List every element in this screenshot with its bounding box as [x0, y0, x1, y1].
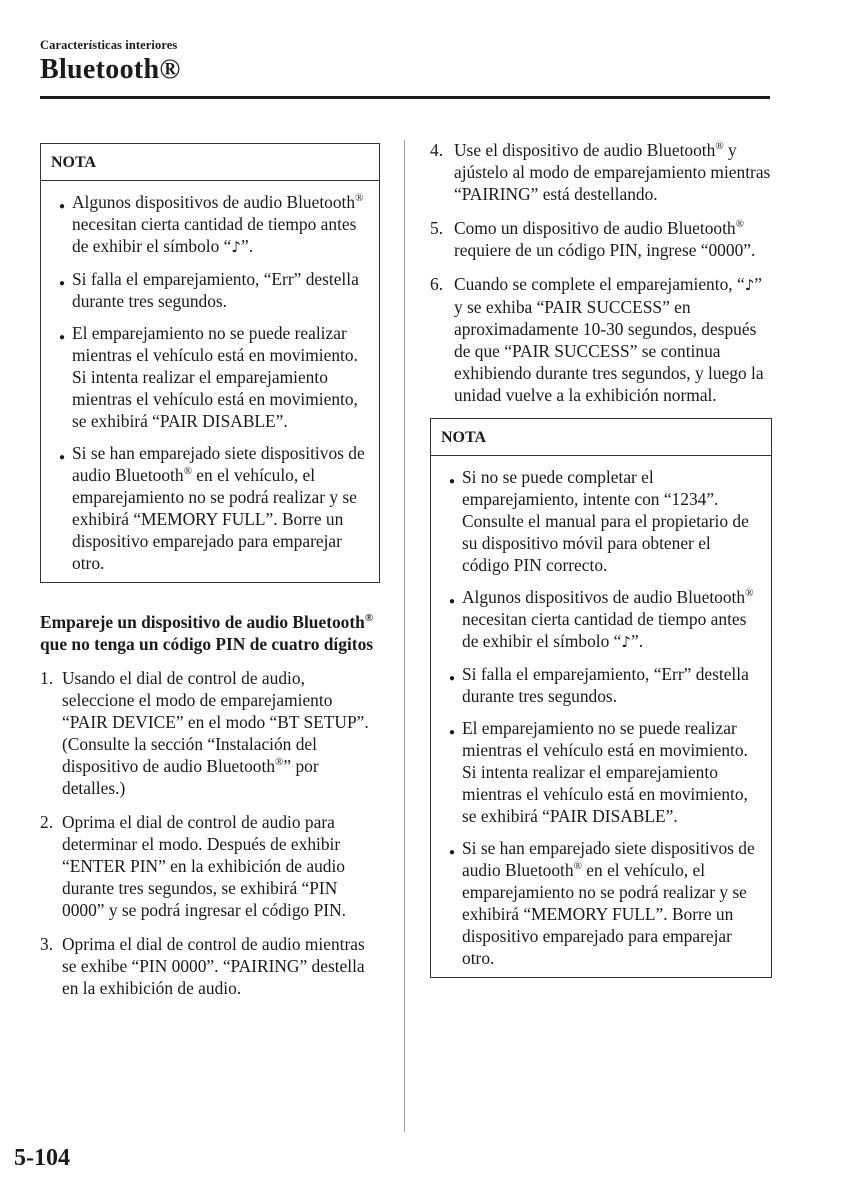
text-run: en el vehículo, el emparejamiento no se podrá realizar y se exhibirá “MEMORY FULL”. Borre un dispositivo emparejado para emparejar otro. [72, 465, 357, 573]
music-note-icon: ♪ [231, 238, 241, 256]
nota-item [441, 466, 761, 576]
step-item [40, 811, 380, 921]
pairing-subheading [40, 611, 380, 655]
text-run: requiere de un código PIN, ingrese “0000”. [454, 240, 756, 260]
nota-item [441, 586, 761, 653]
text-run: Algunos dispositivos de audio Bluetooth [462, 587, 746, 607]
step-item [430, 273, 772, 406]
bullet-icon: ● [59, 332, 66, 343]
pairing-steps [40, 667, 380, 999]
registered-mark: ® [275, 756, 284, 769]
text-run: Si no se puede completar el emparejamiento, intente con “1234”. Consulte el manual para el propietario de su dispositivo móvil para obtener el código PIN correcto. [462, 467, 749, 575]
bullet-icon: ● [449, 847, 456, 858]
text-run: que no tenga un código PIN de cuatro dígitos [40, 634, 374, 654]
left-column [40, 143, 380, 1011]
text-run: en el vehículo, el emparejamiento no se podrá realizar y se exhibirá “MEMORY FULL”. Borre un dispositivo emparejado para emparejar otro. [462, 860, 747, 968]
bullet-icon: ● [449, 596, 456, 607]
step-number: 3. [40, 934, 54, 954]
text-run: Si falla el emparejamiento, “Err” destella durante tres segundos. [72, 269, 359, 311]
bullet-icon: ● [449, 727, 456, 738]
text-run: ”. [630, 631, 644, 651]
text-run: necesitan cierta cantidad de tiempo antes de exhibir el símbolo “ [72, 214, 357, 256]
nota-item [51, 268, 369, 312]
text-run: ” y se exhiba “PAIR SUCCESS” en aproximadamente 10-30 segundos, después de que “PAIR SUCCESS” se continua exhibiendo durante tres segundos, y luego la unidad vuelve a la exhibición normal. [454, 274, 764, 405]
registered-mark: ® [573, 860, 582, 873]
nota-list [431, 456, 771, 977]
text-run: Oprima el dial de control de audio mientras se exhibe “PIN 0000”. “PAIRING” destella en la exhibición de audio. [62, 934, 365, 998]
text-run: necesitan cierta cantidad de tiempo antes de exhibir el símbolo “ [462, 609, 747, 651]
text-run: El emparejamiento no se puede realizar mientras el vehículo está en movimiento. Si intenta realizar el emparejamiento mientras el vehículo está en movimiento, se exhibirá “PAIR DISABLE”. [72, 323, 358, 431]
nota-label: NOTA [41, 144, 379, 181]
section-label: Características interiores [40, 38, 178, 52]
bullet-icon: ● [59, 278, 66, 289]
text-run: Como un dispositivo de audio Bluetooth [454, 218, 736, 238]
text-run: ” por detalles.) [62, 756, 319, 798]
step-item [430, 139, 772, 205]
nota-list [41, 181, 379, 582]
nota-item [51, 191, 369, 258]
text-run: Use el dispositivo de audio Bluetooth [454, 140, 716, 160]
text-run: Cuando se complete el emparejamiento, “ [454, 274, 745, 294]
music-note-icon: ♪ [744, 276, 755, 294]
text-run: y ajústelo al modo de emparejamiento mientras “PAIRING” está destellando. [454, 140, 771, 204]
nota-box-right [430, 418, 772, 978]
page-number: 5-104 [14, 1145, 70, 1171]
step-item [40, 667, 380, 799]
text-run: Si se han emparejado siete dispositivos de audio Bluetooth [72, 443, 365, 485]
text-run: Usando el dial de control de audio, seleccione el modo de emparejamiento “PAIR DEVICE” en el modo “BT SETUP”. (Consulte la sección “Instalación del dispositivo de audio Bluetooth [62, 668, 369, 776]
page-title: Bluetooth® [40, 54, 181, 85]
nota-item [441, 837, 761, 969]
bullet-icon: ● [59, 452, 66, 463]
bullet-icon: ● [449, 476, 456, 487]
registered-mark: ® [745, 587, 754, 600]
step-item [40, 933, 380, 999]
column-divider [404, 140, 405, 1132]
text-run: El emparejamiento no se puede realizar mientras el vehículo está en movimiento. Si intenta realizar el emparejamiento mientras el vehículo está en movimiento, se exhibirá “PAIR DISABLE”. [462, 718, 748, 826]
nota-item [441, 663, 761, 707]
pairing-steps-continued [430, 139, 772, 406]
right-column [430, 139, 772, 978]
bullet-icon: ● [59, 201, 66, 212]
registered-mark: ® [183, 465, 192, 478]
registered-mark: ® [735, 218, 744, 231]
music-note-icon: ♪ [621, 633, 631, 651]
step-number: 1. [40, 668, 54, 688]
title-rule [40, 96, 770, 99]
nota-box-left [40, 143, 380, 583]
registered-mark: ® [355, 192, 364, 205]
text-run: Si falla el emparejamiento, “Err” destella durante tres segundos. [462, 664, 749, 706]
step-number: 6. [430, 274, 444, 294]
nota-item [51, 442, 369, 574]
text-run: Si se han emparejado siete dispositivos de audio Bluetooth [462, 838, 755, 880]
nota-item [441, 717, 761, 827]
nota-item [51, 322, 369, 432]
step-number: 4. [430, 140, 444, 160]
text-run: ”. [240, 236, 254, 256]
step-item [430, 217, 772, 261]
nota-label: NOTA [431, 419, 771, 456]
text-run: Algunos dispositivos de audio Bluetooth [72, 192, 356, 212]
step-number: 2. [40, 812, 54, 832]
step-number: 5. [430, 218, 444, 238]
text-run: Oprima el dial de control de audio para determinar el modo. Después de exhibir “ENTER PIN” en la exhibición de audio durante tres segundos, se exhibirá “PIN 0000” y se podrá ingresar el código PIN. [62, 812, 346, 920]
registered-mark: ® [364, 612, 374, 625]
registered-mark: ® [715, 140, 724, 153]
bullet-icon: ● [449, 673, 456, 684]
text-run: Empareje un dispositivo de audio Bluetooth [40, 612, 365, 632]
